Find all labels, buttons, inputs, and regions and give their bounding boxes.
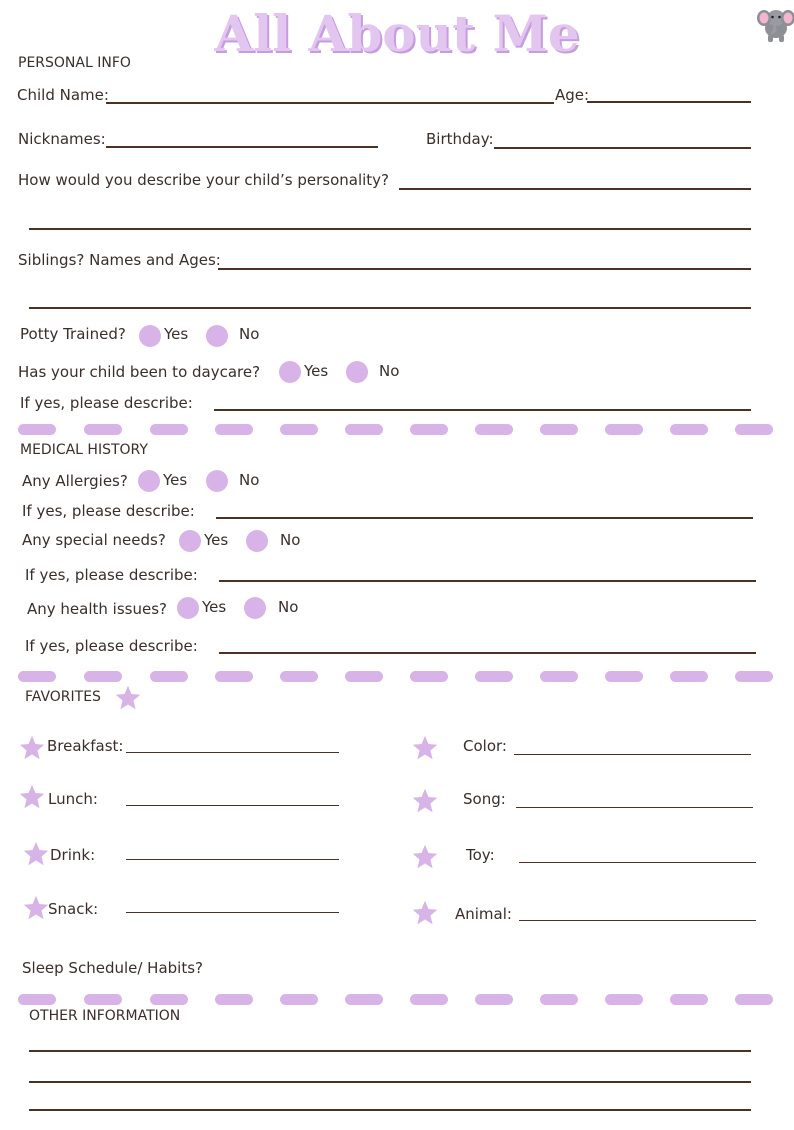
potty-yes-label: Yes [164, 325, 189, 343]
divider-dash [150, 671, 188, 682]
birthday-field[interactable] [494, 147, 751, 149]
special-needs-yes-label: Yes [204, 531, 229, 549]
divider-dash [18, 994, 56, 1005]
allergies-describe-label: If yes, please describe: [22, 502, 195, 520]
breakfast-label: Breakfast: [47, 737, 124, 755]
divider-dash [475, 671, 513, 682]
health-issues-label: Any health issues? [27, 600, 167, 618]
potty-no-radio[interactable] [206, 325, 228, 347]
divider-dash [18, 424, 56, 435]
lunch-label: Lunch: [48, 790, 98, 808]
animal-field[interactable] [519, 920, 756, 921]
divider-dash [84, 671, 122, 682]
allergies-no-label: No [239, 471, 260, 489]
star-icon [18, 783, 46, 811]
divider-dash [150, 994, 188, 1005]
divider-dash [280, 994, 318, 1005]
song-label: Song: [463, 790, 506, 808]
nicknames-label: Nicknames: [18, 130, 106, 148]
animal-label: Animal: [455, 905, 512, 923]
divider-dash [84, 424, 122, 435]
star-icon [18, 734, 46, 762]
section-heading-medical-history: MEDICAL HISTORY [20, 442, 148, 458]
divider-dash [735, 424, 773, 435]
page-title: All About Me [214, 4, 580, 63]
special-needs-describe-label: If yes, please describe: [25, 566, 198, 584]
personality-field-2[interactable] [29, 228, 751, 230]
color-field[interactable] [514, 754, 751, 755]
snack-field[interactable] [126, 912, 339, 913]
special-needs-no-radio[interactable] [246, 530, 268, 552]
potty-yes-radio[interactable] [139, 325, 161, 347]
divider-dash [150, 424, 188, 435]
divider-dash [475, 424, 513, 435]
divider-dash [670, 424, 708, 435]
divider-dash [540, 994, 578, 1005]
birthday-label: Birthday: [426, 130, 494, 148]
divider-dash [18, 671, 56, 682]
health-describe-label: If yes, please describe: [25, 637, 198, 655]
other-info-field-2[interactable] [29, 1081, 751, 1083]
divider-dash [735, 671, 773, 682]
health-no-radio[interactable] [244, 597, 266, 619]
allergies-yes-radio[interactable] [138, 470, 160, 492]
potty-trained-label: Potty Trained? [20, 325, 126, 343]
child-name-label: Child Name: [17, 86, 109, 104]
siblings-field-1[interactable] [218, 268, 751, 270]
allergies-describe-field[interactable] [216, 517, 753, 519]
star-icon [411, 899, 439, 927]
color-label: Color: [463, 737, 507, 755]
sleep-schedule-label: Sleep Schedule/ Habits? [22, 959, 204, 977]
allergies-label: Any Allergies? [22, 472, 128, 490]
daycare-yes-label: Yes [304, 362, 329, 380]
daycare-no-radio[interactable] [346, 361, 368, 383]
divider-dash [280, 671, 318, 682]
daycare-describe-field[interactable] [214, 409, 751, 411]
special-needs-no-label: No [280, 531, 301, 549]
personality-field-1[interactable] [399, 188, 751, 190]
lunch-field[interactable] [126, 805, 339, 806]
health-yes-label: Yes [202, 598, 227, 616]
child-name-field[interactable] [106, 102, 554, 104]
star-icon [411, 787, 439, 815]
siblings-field-2[interactable] [29, 307, 751, 309]
star-icon [22, 840, 50, 868]
daycare-describe-label: If yes, please describe: [20, 394, 193, 412]
special-needs-yes-radio[interactable] [179, 530, 201, 552]
divider-dash [345, 994, 383, 1005]
divider-dash [215, 424, 253, 435]
potty-no-label: No [239, 325, 260, 343]
snack-label: Snack: [48, 900, 99, 918]
other-info-field-3[interactable] [29, 1109, 751, 1111]
divider-dash [605, 671, 643, 682]
health-no-label: No [278, 598, 299, 616]
age-field[interactable] [587, 101, 751, 103]
divider-dash [670, 994, 708, 1005]
divider-dash [410, 994, 448, 1005]
divider-dash [345, 671, 383, 682]
star-icon [411, 843, 439, 871]
health-yes-radio[interactable] [177, 597, 199, 619]
personality-label: How would you describe your child’s personality? [18, 171, 390, 189]
nicknames-field[interactable] [106, 146, 378, 148]
divider-dash [605, 994, 643, 1005]
divider-dash [410, 424, 448, 435]
allergies-yes-label: Yes [163, 471, 188, 489]
divider-dash [84, 994, 122, 1005]
section-heading-favorites: FAVORITES [25, 689, 101, 705]
daycare-yes-radio[interactable] [279, 361, 301, 383]
health-describe-field[interactable] [219, 652, 756, 654]
drink-field[interactable] [126, 859, 339, 860]
divider-dash [345, 424, 383, 435]
allergies-no-radio[interactable] [206, 470, 228, 492]
section-heading-other-information: OTHER INFORMATION [29, 1008, 181, 1024]
special-needs-label: Any special needs? [22, 531, 166, 549]
breakfast-field[interactable] [126, 752, 339, 753]
song-field[interactable] [516, 807, 753, 808]
age-label: Age: [555, 86, 590, 104]
divider-dash [735, 994, 773, 1005]
divider-dash [605, 424, 643, 435]
divider-dash [540, 424, 578, 435]
divider-dash [215, 671, 253, 682]
divider-dash [410, 671, 448, 682]
divider-dash [540, 671, 578, 682]
divider-dash [215, 994, 253, 1005]
star-icon [114, 684, 142, 712]
toy-field[interactable] [519, 862, 756, 863]
elephant-icon [756, 4, 794, 44]
star-icon [411, 734, 439, 762]
star-icon [22, 894, 50, 922]
section-heading-personal-info: PERSONAL INFO [18, 55, 131, 71]
divider-dash [670, 671, 708, 682]
other-info-field-1[interactable] [29, 1050, 751, 1052]
special-needs-describe-field[interactable] [219, 580, 756, 582]
toy-label: Toy: [466, 846, 495, 864]
drink-label: Drink: [50, 846, 96, 864]
daycare-label: Has your child been to daycare? [18, 363, 261, 381]
daycare-no-label: No [379, 362, 400, 380]
divider-dash [475, 994, 513, 1005]
siblings-label: Siblings? Names and Ages: [18, 251, 221, 269]
divider-dash [280, 424, 318, 435]
